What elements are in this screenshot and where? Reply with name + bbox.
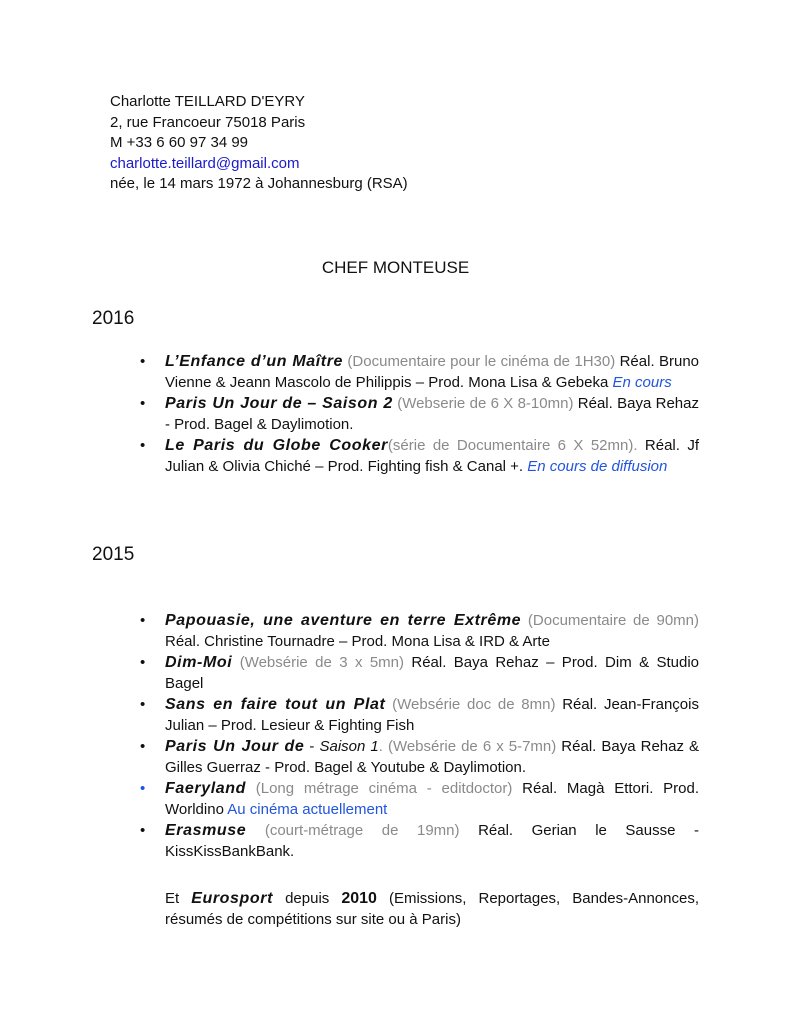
contact-phone: M +33 6 60 97 34 99 xyxy=(110,134,249,151)
entry-credits: Réal. Baya Rehaz & Gilles Guerraz - Prod. Bagel & Youtube & Daylimotion. xyxy=(165,738,700,776)
list-item xyxy=(137,695,699,736)
entry-title: Paris Un Jour de – Saison 2 xyxy=(165,395,393,412)
entry-status: Au cinéma actuellement xyxy=(227,800,388,818)
entry-title: Faeryland xyxy=(165,780,246,797)
list-item xyxy=(137,611,699,652)
entry-credits: Réal. Magà Ettori. Prod. Worldino xyxy=(165,780,699,818)
entry-credits: Réal. Jean-François Julian – Prod. Lesieur & Fighting Fish xyxy=(165,696,699,734)
entry-description: (court-métrage de 19mn) xyxy=(246,822,460,839)
entry-season: Saison 1 xyxy=(319,738,379,755)
entry-credits: Réal. Baya Rehaz – Prod. Dim & Studio Bagel xyxy=(165,654,699,692)
entry-title: Le Paris du Globe Cooker xyxy=(165,437,388,454)
list-item xyxy=(137,352,699,393)
contact-block xyxy=(110,92,408,195)
entry-description: (Websérie doc de 8mn) xyxy=(385,696,556,713)
entries-list-2016 xyxy=(137,352,699,478)
bullet-icon: • xyxy=(140,395,146,412)
entry-separator: - xyxy=(304,738,320,755)
list-item xyxy=(137,821,699,862)
list-item xyxy=(137,436,699,477)
eurosport-paragraph xyxy=(165,889,699,930)
bullet-icon: • xyxy=(140,654,146,671)
contact-address: 2, rue Francoeur 75018 Paris xyxy=(110,113,306,131)
extra-prefix: Et xyxy=(165,890,192,907)
entries-list-2015 xyxy=(137,611,699,863)
entry-credits: Réal. Baya Rehaz - Prod. Bagel & Daylimotion. xyxy=(165,395,699,433)
entry-description: . (Websérie de 6 x 5-7mn) xyxy=(378,738,557,755)
bullet-icon: • xyxy=(140,738,146,755)
entry-credits: Réal. Gerian le Sausse - KissKissBankBank. xyxy=(165,822,699,860)
entry-title: Dim-Moi xyxy=(165,654,233,671)
bullet-icon: • xyxy=(140,696,146,713)
entry-status: En cours xyxy=(612,373,672,391)
entry-title: Sans en faire tout un Plat xyxy=(165,696,386,713)
list-item xyxy=(137,779,699,820)
entry-description: (Websérie de 3 x 5mn) xyxy=(232,654,404,671)
bullet-icon: • xyxy=(140,780,146,797)
contact-email-link[interactable]: charlotte.teillard@gmail.com xyxy=(110,154,300,172)
entry-title: L’Enfance d’un Maître xyxy=(165,353,344,370)
job-title: CHEF MONTEUSE xyxy=(321,258,470,277)
entry-title: Erasmuse xyxy=(165,822,247,839)
extra-since: depuis xyxy=(273,890,342,907)
year-heading-2016: 2016 xyxy=(92,308,135,329)
entry-description: (série de Documentaire 6 X 52mn). xyxy=(387,437,638,454)
list-item xyxy=(137,394,699,435)
entry-credits: Réal. Bruno Vienne & Jeann Mascolo de Philippis – Prod. Mona Lisa & Gebeka xyxy=(165,353,700,391)
entry-description: (Documentaire pour le cinéma de 1H30) xyxy=(343,353,616,370)
entry-title: Paris Un Jour de xyxy=(165,738,305,755)
entry-status: En cours de diffusion xyxy=(527,457,668,475)
bullet-icon: • xyxy=(140,612,146,629)
entry-description: (Documentaire de 90mn) xyxy=(521,612,699,629)
extra-channel: Eurosport xyxy=(191,890,274,907)
contact-name: Charlotte TEILLARD D'EYRY xyxy=(110,93,305,110)
entry-credits: Réal. Jf Julian & Olivia Chiché – Prod. Fighting fish & Canal +. xyxy=(165,437,699,475)
year-heading-2015: 2015 xyxy=(92,544,135,565)
entry-title: Papouasie, une aventure en terre Extrême xyxy=(165,612,522,629)
bullet-icon: • xyxy=(140,437,146,454)
extra-year: 2010 xyxy=(341,890,377,907)
entry-description: (Webserie de 6 X 8-10mn) xyxy=(392,395,574,412)
entry-credits: Réal. Christine Tournadre – Prod. Mona Lisa & IRD & Arte xyxy=(165,632,550,650)
bullet-icon: • xyxy=(140,822,146,839)
contact-birth: née, le 14 mars 1972 à Johannesburg (RSA) xyxy=(110,175,408,192)
list-item xyxy=(137,653,699,694)
bullet-icon: • xyxy=(140,353,146,370)
entry-description: (Long métrage cinéma - editdoctor) xyxy=(246,780,513,797)
extra-details: (Emissions, Reportages, Bandes-Annonces, résumés de compétitions sur site ou à Paris) xyxy=(165,890,699,928)
list-item xyxy=(137,737,699,778)
